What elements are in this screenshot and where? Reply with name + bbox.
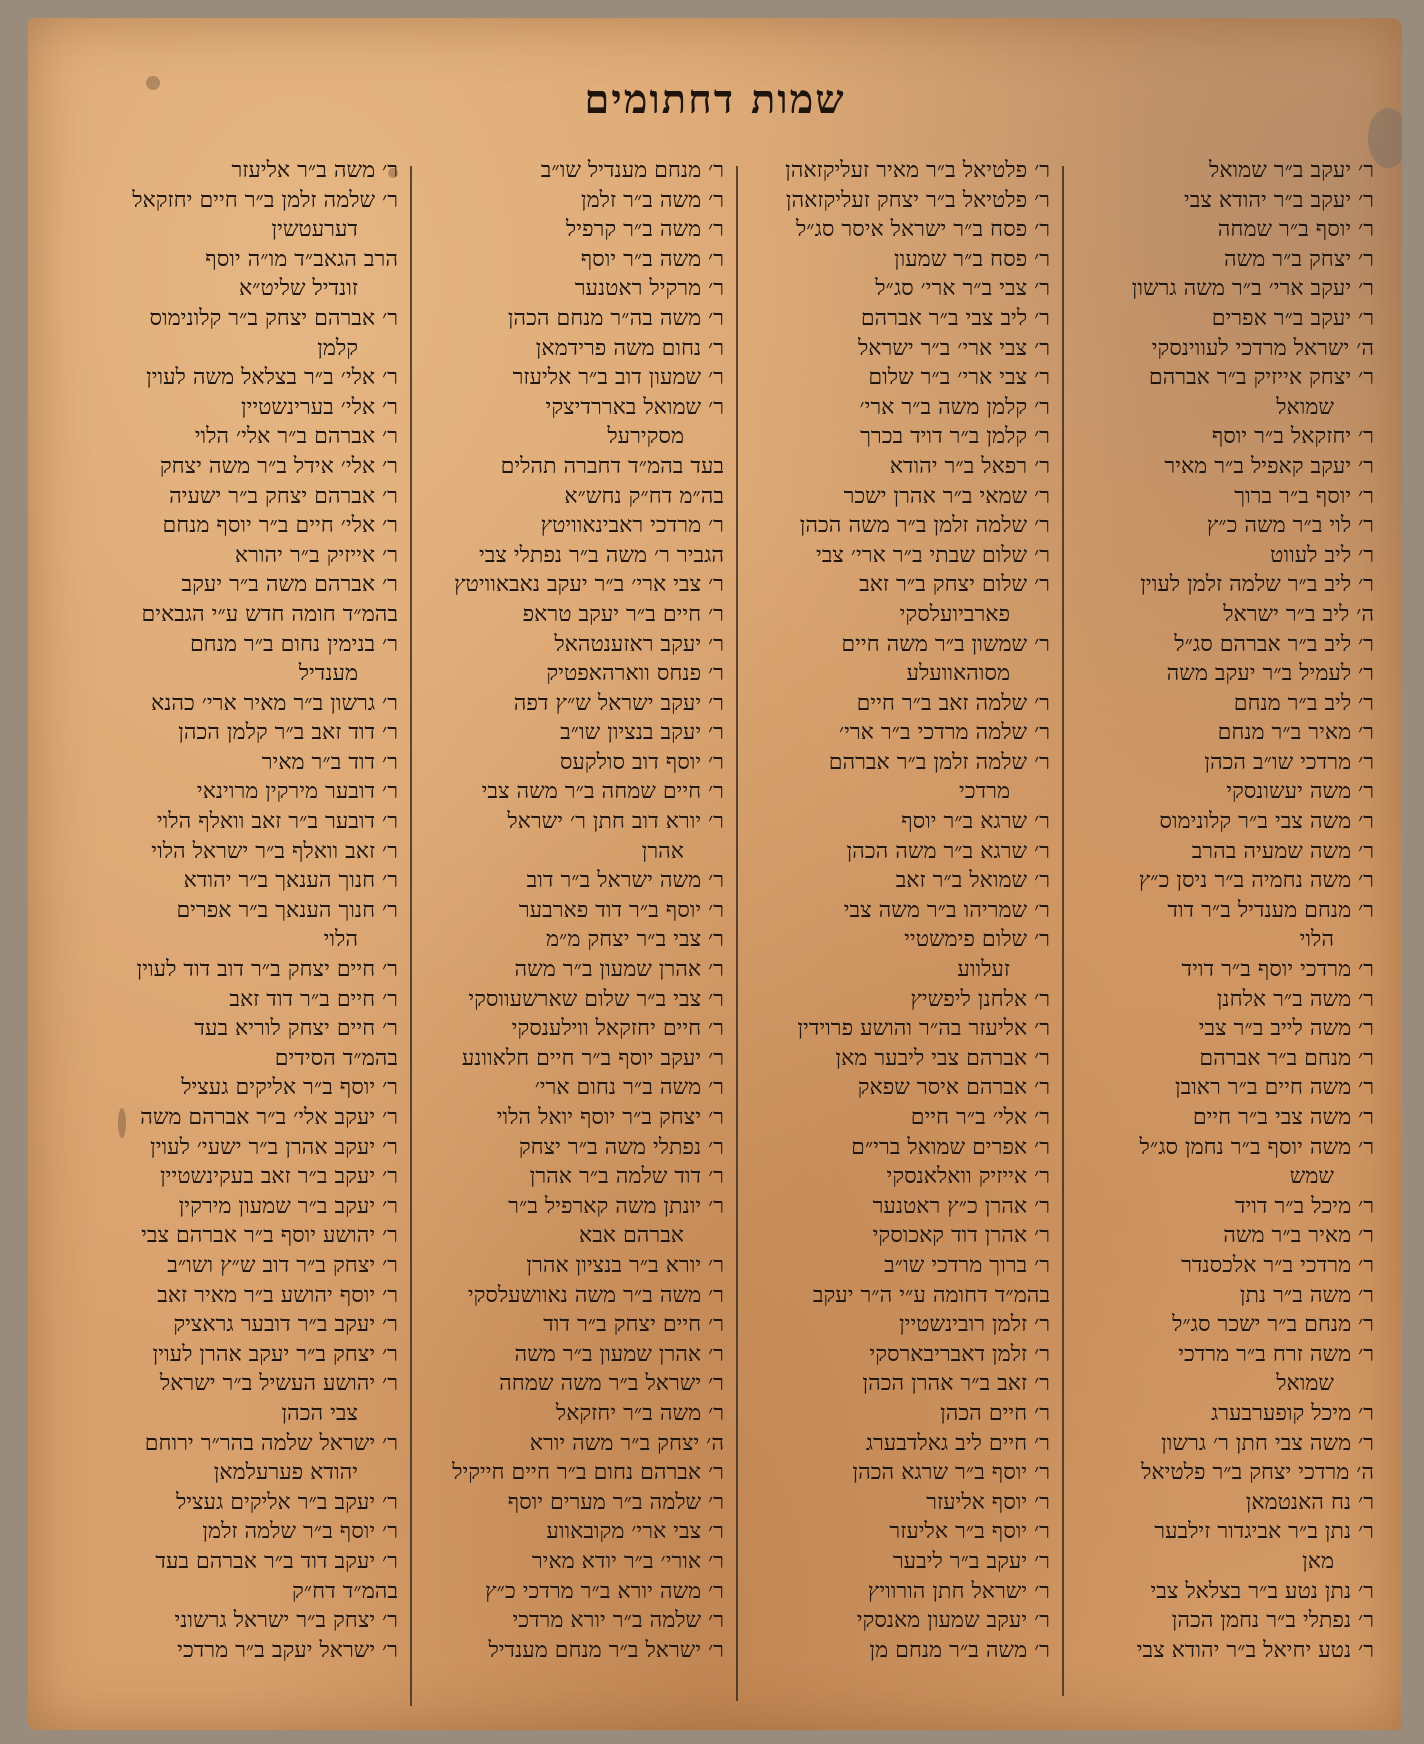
name-entry: ר׳ יוסף אליעזר: [926, 1489, 1050, 1515]
name-entry: ר׳ שלמה זלמן ב״ר משה הכהן: [799, 513, 1050, 539]
name-entry: ר׳ יוסף ב״ר שלמה זלמן: [202, 1519, 398, 1545]
name-entry: ר׳ משה יעשונסקי: [1226, 779, 1374, 805]
name-entry: ר׳ יוסף ב״ר שרגא הכהן: [852, 1460, 1050, 1486]
name-entry: ר׳ משה ב״ר אלחנן: [1216, 986, 1374, 1012]
name-entry: ר׳ שלמה מרדכי ב״ר ארי׳: [839, 720, 1050, 746]
name-entry: ר׳ יעקב אהרן ב״ר ישעי׳ לעוין: [150, 1134, 398, 1160]
page-title: שמות דחתומים: [584, 76, 846, 123]
name-entry: ר׳ אברהם נחום ב״ר חיים חייקיל: [452, 1460, 724, 1486]
name-entry: ר׳ אפרים שמואל ברי״ם: [851, 1134, 1050, 1160]
name-entry: ר׳ יצחק ב״ר משה: [1224, 246, 1374, 272]
name-entry: ר׳ בנימין נחום ב״ר מנחם: [189, 631, 398, 657]
name-entry: ר׳ מיכל ב״ר דויד: [1234, 1193, 1374, 1219]
name-entry: ר׳ משה בה״ר מנחם הכהן: [507, 305, 724, 331]
name-entry: שמואל: [1276, 1371, 1334, 1397]
name-entry: ר׳ יעקב ראזענטהאל: [554, 631, 724, 657]
name-entry: ר׳ יצחק ב״ר דוב ש״ץ ושו״ב: [167, 1252, 398, 1278]
name-entry: ר׳ שמריהו ב״ר משה צבי: [843, 897, 1050, 923]
name-entry: ר׳ נפתלי ב״ר נחמן הכהן: [1171, 1608, 1374, 1634]
name-entry: ר׳ חנוך הענאך ב״ר יהודא: [183, 868, 398, 894]
name-entry: ר׳ צבי ב״ר ארי׳ סג״ל: [875, 276, 1050, 302]
name-entry: ר׳ יוסף ב״ר ברוך: [1234, 483, 1374, 509]
name-entry: מרדכי: [959, 779, 1010, 805]
name-entry: ר׳ מנחם ב״ר ישכר סג״ל: [1172, 1312, 1374, 1338]
name-entry: ר׳ יחזקאל ב״ר יוסף: [1211, 424, 1374, 450]
name-entry: ר׳ אברהם משה ב״ר יעקב: [181, 572, 398, 598]
name-entry: ר׳ ליב צבי ב״ר אברהם: [860, 305, 1050, 331]
name-entry: ר׳ אהרן כ״ץ ראטנער: [872, 1193, 1050, 1219]
column-divider: [410, 166, 412, 1706]
name-entry: ר׳ לוי ב״ר משה כ״ץ: [1206, 513, 1374, 539]
name-entry: ר׳ שלמה ב״ר יורא מרדכי: [512, 1608, 724, 1634]
name-entry: ר׳ חיים ב״ר דוד זאב: [229, 986, 398, 1012]
name-entry: ר׳ משה ב״ר נתן: [1239, 1282, 1374, 1308]
name-entry: ר׳ יעקב בנציון שו״ב: [560, 720, 724, 746]
name-entry: הרב הגאב״ד מו״ה יוסף: [205, 246, 398, 272]
name-entry: ר׳ ישראל חתן הורוויץ: [867, 1578, 1050, 1604]
name-entry: ר׳ יעקב ב״ר זאב בעקינשטיין: [160, 1164, 398, 1190]
names-column-2: [748, 156, 1050, 1665]
name-entry: ר׳ צבי ארי׳ מקובאווע: [546, 1519, 724, 1545]
name-entry: ר׳ חיים יצחק ב״ר דוב דוד לעוין: [136, 957, 398, 983]
name-entry: ר׳ מאיר ב״ר משה: [1223, 1223, 1374, 1249]
name-entry: ר׳ חיים שמחה ב״ר משה צבי: [481, 779, 724, 805]
name-entry: מסוהאוועלע: [906, 661, 1010, 687]
name-entry: ר׳ שלמה זלמן ב״ר חיים יחזקאל: [132, 187, 398, 213]
name-entry: ר׳ ליב ב״ר מנחם: [1233, 690, 1374, 716]
name-entry: ר׳ יעקב ישראל ש״ץ דפה: [513, 690, 724, 716]
name-entry: ר׳ צבי ארי׳ ב״ר ישראל: [857, 335, 1050, 361]
name-entry: בהמ״ד הסידים: [274, 1045, 398, 1071]
name-entry: הלוי: [323, 927, 358, 953]
name-entry: ר׳ חנוך הענאך ב״ר אפרים: [176, 897, 398, 923]
name-entry: ר׳ פסח ב״ר ישראל איסר סג״ל: [795, 217, 1050, 243]
name-entry: ר׳ מרדכי ב״ר אלכסנדר: [1181, 1252, 1374, 1278]
name-entry: ר׳ נחום משה פרידמאן: [535, 335, 724, 361]
name-entry: ר׳ יעקב דוד ב״ר אברהם בעד: [155, 1548, 398, 1574]
name-entry: ר׳ אלחנן ליפשיץ: [910, 986, 1050, 1012]
name-entry: מאן: [1302, 1548, 1334, 1574]
name-entry: ר׳ יעקב ב״ר ליבער: [892, 1548, 1050, 1574]
name-entry: ר׳ שלום יצחק ב״ר זאב: [859, 572, 1050, 598]
name-entry: ר׳ שלום שבתי ב״ר ארי׳ צבי: [816, 542, 1050, 568]
name-entry: ר׳ יורא דוב חתן ר׳ ישראל: [507, 809, 724, 835]
name-entry: ר׳ שמואל ב״ר זאב: [895, 868, 1050, 894]
name-entry: שמש: [1289, 1164, 1334, 1190]
name-entry: ר׳ משה נחמיה ב״ר ניסן כ״ץ: [1138, 868, 1374, 894]
name-entry: ר׳ אייזיק ב״ר יהורא: [234, 542, 398, 568]
name-entry: ר׳ מרדכי יוסף ב״ר דויד: [1181, 957, 1374, 983]
name-entry: ר׳ אברהם יצחק ב״ר קלונימוס: [149, 305, 398, 331]
paper-stain: [1368, 108, 1402, 168]
name-entry: אהרן: [641, 838, 684, 864]
name-entry: ר׳ שרגא ב״ר יוסף: [901, 809, 1050, 835]
name-entry: ה׳ מרדכי יצחק ב״ר פלטיאל: [1141, 1460, 1374, 1486]
name-entry: ר׳ יוסף ב״ר דוד פארבער: [518, 897, 724, 923]
name-entry: זעלווע: [957, 957, 1010, 983]
name-entry: ר׳ חיים יצחק לוריא בעד: [194, 1016, 398, 1042]
name-entry: ר׳ משה ב״ר זלמן: [581, 187, 724, 213]
name-entry: בהמ״ד חומה חדש ע״י הגבאים: [141, 601, 398, 627]
name-entry: ר׳ יעקב יוסף ב״ר חיים חלאוונע: [461, 1045, 724, 1071]
name-entry: ר׳ משה יוסף ב״ר נחמן סג״ל: [1139, 1134, 1374, 1160]
name-entry: ר׳ ליב ב״ר שלמה זלמן לעוין: [1140, 572, 1374, 598]
name-entry: ר׳ יוסף דוב סולקעס: [559, 749, 724, 775]
name-entry: ר׳ מנחם מענדיל ב״ר דוד: [1167, 897, 1374, 923]
name-entry: ר׳ יוסף ב״ר שמחה: [1217, 217, 1374, 243]
name-entry: ר׳ זאב ב״ר אהרן הכהן: [862, 1371, 1050, 1397]
name-entry: ר׳ ישראל ב״ר משה שמחה: [499, 1371, 724, 1397]
name-entry: ה׳ יצחק ב״ר משה יורא: [529, 1430, 724, 1456]
name-entry: ר׳ חיים ליב גאלדבערג: [865, 1430, 1050, 1456]
name-entry: זונדיל שליט״א: [238, 276, 358, 302]
name-entry: ר׳ שרגא ב״ר משה הכהן: [846, 838, 1050, 864]
name-entry: ר׳ שלמה זלמן ב״ר אברהם: [828, 749, 1050, 775]
name-entry: ר׳ מאיר ב״ר מנחם: [1217, 720, 1374, 746]
name-entry: ר׳ קלמן ב״ר דויד בכרך: [860, 424, 1050, 450]
name-entry: ר׳ יוסף יהושע ב״ר מאיר זאב: [157, 1282, 398, 1308]
name-entry: ר׳ ליב ב״ר אברהם סג״ל: [1174, 631, 1374, 657]
name-entry: ר׳ יוסף ב״ר אליעזר: [889, 1519, 1050, 1545]
name-entry: מענדיל: [298, 661, 358, 687]
names-column-1: [1074, 156, 1374, 1665]
name-entry: בהמ״ד דחומה ע״י ה״ר יעקב: [812, 1282, 1050, 1308]
name-entry: ר׳ יעקב ב״ר דובער גראציק: [173, 1312, 398, 1338]
name-entry: קלמן: [317, 335, 358, 361]
column-divider: [736, 166, 738, 1701]
name-entry: ר׳ חיים יחזקאל ווילענסקי: [511, 1016, 724, 1042]
name-entry: ר׳ משה זרח ב״ר מרדכי: [1178, 1341, 1374, 1367]
name-entry: דערעטשין: [271, 217, 358, 243]
name-entry: ר׳ צבי ב״ר שלום שארשעווסקי: [468, 986, 724, 1012]
paper-stain: [118, 1108, 126, 1138]
name-entry: ר׳ משה ב״ר אליעזר: [231, 158, 398, 183]
name-entry: ר׳ משה לייב ב״ר צבי: [1198, 1016, 1374, 1042]
name-entry: ר׳ אברהם יצחק ב״ר ישעיה: [169, 483, 398, 509]
name-entry: ר׳ יצחק אייזיק ב״ר אברהם: [1148, 365, 1374, 391]
name-entry: ר׳ יעקב שמעון מאנסקי: [856, 1608, 1050, 1634]
name-entry: ר׳ דובער מירקין מרוינאי: [196, 779, 398, 805]
name-entry: ר׳ משה ב״ר יחזקאל: [555, 1400, 724, 1426]
name-entry: פארביועלסקי: [899, 601, 1010, 627]
name-entry: ר׳ אברהם ב״ר אלי׳ הלוי: [194, 424, 398, 450]
name-entry: ר׳ צבי ארי׳ ב״ר שלום: [868, 365, 1050, 391]
names-column-4: [68, 156, 398, 1665]
name-entry: ר׳ פלטיאל ב״ר מאיר זעליקזאהן: [785, 158, 1050, 183]
name-entry: ר׳ שלום פימשטיי: [904, 927, 1050, 953]
name-entry: ר׳ צבי ארי׳ ב״ר יעקב נאבאוויטץ: [454, 572, 724, 598]
name-entry: ר׳ שמעון דוב ב״ר אליעזר: [512, 365, 724, 391]
name-entry: ר׳ משה יורא ב״ר מרדכי כ״ץ: [485, 1578, 724, 1604]
name-entry: ר׳ שמשון ב״ר משה חיים: [841, 631, 1050, 657]
name-entry: ר׳ נתן ב״ר אביגדור זילבער: [1154, 1519, 1374, 1545]
name-entry: ה׳ ישראל מרדכי לעווינסקי: [1151, 335, 1374, 361]
name-entry: בעד בהמ״ד דחברה תהלים: [500, 453, 724, 479]
name-entry: ר׳ נטע יחיאל ב״ר יהודא צבי: [1136, 1637, 1374, 1663]
name-entry: ר׳ נח האנטמאן: [1245, 1489, 1374, 1515]
name-entry: ר׳ אהרן שמעון ב״ר משה: [514, 957, 724, 983]
name-entry: ר׳ יונתן משה קארפיל ב״ר: [508, 1193, 724, 1219]
name-entry: ר׳ חיים הכהן: [940, 1400, 1050, 1426]
name-entry: מסקירעל: [607, 424, 684, 450]
name-entry: ר׳ משה ב״ר משה נאוושעלסקי: [467, 1282, 724, 1308]
name-entry: צבי הכהן: [281, 1400, 358, 1426]
name-entry: ר׳ יורא ב״ר בנציון אהרן: [526, 1252, 724, 1278]
name-entry: ר׳ משה ב״ר מנחם מן: [869, 1637, 1050, 1663]
name-entry: ר׳ ישראל ב״ר מנחם מענדיל: [488, 1637, 724, 1663]
name-entry: ר׳ משה צבי ב״ר חיים: [1192, 1105, 1374, 1130]
name-entry: ר׳ אלי׳ בערינשטיין: [240, 394, 398, 420]
name-entry: ר׳ יעקב ארי׳ ב״ר משה גרשון: [1131, 276, 1374, 302]
name-entry: ר׳ יעקב ב״ר אפרים: [1211, 305, 1374, 331]
name-entry: ר׳ קלמן משה ב״ר ארי׳: [859, 394, 1050, 420]
name-entry: ר׳ משה ב״ר נחום ארי׳: [534, 1075, 724, 1101]
name-entry: ר׳ יעקב אלי׳ ב״ר אברהם משה: [140, 1105, 398, 1130]
name-entry: ר׳ אברהם איסר שפאק: [857, 1075, 1050, 1101]
name-entry: ר׳ יעקב ב״ר שמואל: [1209, 158, 1374, 183]
name-entry: ר׳ אלי׳ ב״ר בצלאל משה לעוין: [146, 365, 398, 391]
name-entry: ר׳ משה צבי ב״ר קלונימוס: [1159, 809, 1374, 835]
name-entry: ר׳ אורי׳ ב״ר יודא מאיר: [531, 1548, 724, 1574]
name-entry: ר׳ מנחם ב״ר אברהם: [1199, 1045, 1374, 1071]
name-entry: ר׳ משה ב״ר קרפיל: [565, 217, 724, 243]
name-entry: ר׳ אהרן שמעון ב״ר משה: [514, 1341, 724, 1367]
name-entry: ר׳ ישראל שלמה בהר״ר ירוחם: [144, 1430, 398, 1456]
name-entry: ר׳ משה חיים ב״ר ראובן: [1174, 1075, 1374, 1101]
name-entry: ר׳ חיים יצחק ב״ר דוד: [543, 1312, 724, 1338]
paper-stain: [388, 168, 398, 178]
name-entry: ר׳ דוד שלמה ב״ר אהרן: [529, 1164, 724, 1190]
name-entry: ר׳ אלי׳ ב״ר חיים: [910, 1105, 1050, 1130]
name-entry: ר׳ מיכל קופערבערג: [1210, 1400, 1374, 1426]
name-entry: ר׳ יהושע יוסף ב״ר אברהם צבי: [141, 1223, 398, 1249]
name-entry: ר׳ יצחק ב״ר יעקב אהרן לעוין: [152, 1341, 398, 1367]
name-entry: ר׳ לעמיל ב״ר יעקב משה: [1166, 661, 1374, 687]
name-entry: אברהם אבא: [579, 1223, 684, 1249]
name-entry: ר׳ משה ישראל ב״ר דוב: [526, 868, 724, 894]
name-entry: בהמ״ד דח״ק: [292, 1578, 398, 1604]
name-entry: ר׳ משה שמעיה בהרב: [1191, 838, 1374, 864]
name-entry: ר׳ נתן נטע ב״ר בצלאל צבי: [1150, 1578, 1374, 1604]
name-entry: ר׳ רפאל ב״ר יהודא: [889, 453, 1050, 479]
name-entry: ר׳ יעקב ב״ר שמעון מירקין: [178, 1193, 398, 1219]
name-entry: ר׳ חיים ב״ר יעקב טראפ: [522, 601, 724, 627]
name-entry: ר׳ גרשון ב״ר מאיר ארי׳ כהנא: [151, 690, 398, 716]
name-entry: ר׳ שמואל באררדיצקי: [545, 394, 724, 420]
name-entry: ר׳ נפתלי משה ב״ר יצחק: [518, 1134, 724, 1160]
name-entry: ר׳ ברוך מרדכי שו״ב: [884, 1252, 1050, 1278]
name-entry: בה״מ דח״ק נחש״א: [564, 483, 724, 509]
name-entry: ר׳ אהרן דוד קאכוסקי: [872, 1223, 1050, 1249]
name-entry: ר׳ יעקב ב״ר אליקים געציל: [175, 1489, 398, 1515]
name-entry: ר׳ יעקב קאפיל ב״ר מאיר: [1164, 453, 1374, 479]
name-entry: ר׳ מרקיל ראטנער: [574, 276, 724, 302]
name-entry: ר׳ יהושע העשיל ב״ר ישראל: [159, 1371, 398, 1397]
newspaper-page: [28, 18, 1402, 1730]
name-entry: ר׳ דוד זאב ב״ר קלמן הכהן: [178, 720, 398, 746]
name-entry: ר׳ אברהם צבי ליבער מאן: [835, 1045, 1050, 1071]
name-entry: הגביר ר׳ משה ב״ר נפתלי צבי: [478, 542, 724, 568]
name-entry: ר׳ משה ב״ר יוסף: [580, 246, 724, 272]
name-entry: ר׳ יצחק ב״ר ישראל גרשוני: [174, 1608, 398, 1634]
name-entry: ר׳ ישראל יעקב ב״ר מרדכי: [177, 1637, 398, 1663]
name-entry: ר׳ שלמה זאב ב״ר חיים: [856, 690, 1050, 716]
name-entry: ה׳ ליב ב״ר ישראל: [1223, 601, 1374, 627]
name-entry: ר׳ אליעזר בה״ר והושע פרוידין: [797, 1016, 1050, 1042]
name-entry: הלוי: [1299, 927, 1334, 953]
name-entry: ר׳ ליב לעווט: [1270, 542, 1374, 568]
name-entry: ר׳ פלטיאל ב״ר יצחק זעליקזאהן: [785, 187, 1050, 213]
name-entry: יהודא פערעלמאן: [213, 1460, 358, 1486]
column-divider: [1062, 166, 1064, 1696]
name-entry: ר׳ זלמן דאבריבארסקי: [869, 1341, 1050, 1367]
name-entry: ר׳ אלי׳ חיים ב״ר יוסף מנחם: [162, 513, 398, 539]
name-entry: ר׳ מרדכי שו״ב הכהן: [1204, 749, 1374, 775]
name-entry: ר׳ זלמן רובינשטיין: [899, 1312, 1050, 1338]
name-entry: ר׳ שלמה ב״ר מערים יוסף: [507, 1489, 724, 1515]
name-entry: ר׳ שמאי ב״ר אהרן ישכר: [843, 483, 1050, 509]
name-entry: ר׳ צבי ב״ר יצחק מ״מ: [545, 927, 724, 953]
name-entry: ר׳ דובער ב״ר זאב וואלף הלוי: [156, 809, 398, 835]
name-entry: ר׳ פסח ב״ר שמעון: [894, 246, 1050, 272]
name-entry: ר׳ פנחס ווארהאפטיק: [546, 661, 724, 687]
name-entry: ר׳ יצחק ב״ר יוסף יואל הלוי: [496, 1105, 724, 1130]
name-entry: ר׳ זאב וואלף ב״ר ישראל הלוי: [151, 838, 398, 864]
name-entry: ר׳ יוסף ב״ר אליקים געציל: [181, 1075, 398, 1101]
paper-stain: [146, 76, 160, 90]
name-entry: שמואל: [1276, 394, 1334, 420]
name-entry: ר׳ מרדכי ראבינאוויטץ: [540, 513, 724, 539]
name-entry: ר׳ אלי׳ אידל ב״ר משה יצחק: [159, 453, 398, 479]
name-entry: ר׳ מנחם מענדיל שו״ב: [540, 158, 724, 183]
names-column-3: [424, 156, 724, 1665]
name-entry: ר׳ משה צבי חתן ר׳ גרשון: [1161, 1430, 1374, 1456]
name-entry: ר׳ אייזיק וואלאנסקי: [886, 1164, 1050, 1190]
name-entry: ר׳ יעקב ב״ר יהודא צבי: [1184, 187, 1374, 213]
name-entry: ר׳ דוד ב״ר מאיר: [261, 749, 398, 775]
